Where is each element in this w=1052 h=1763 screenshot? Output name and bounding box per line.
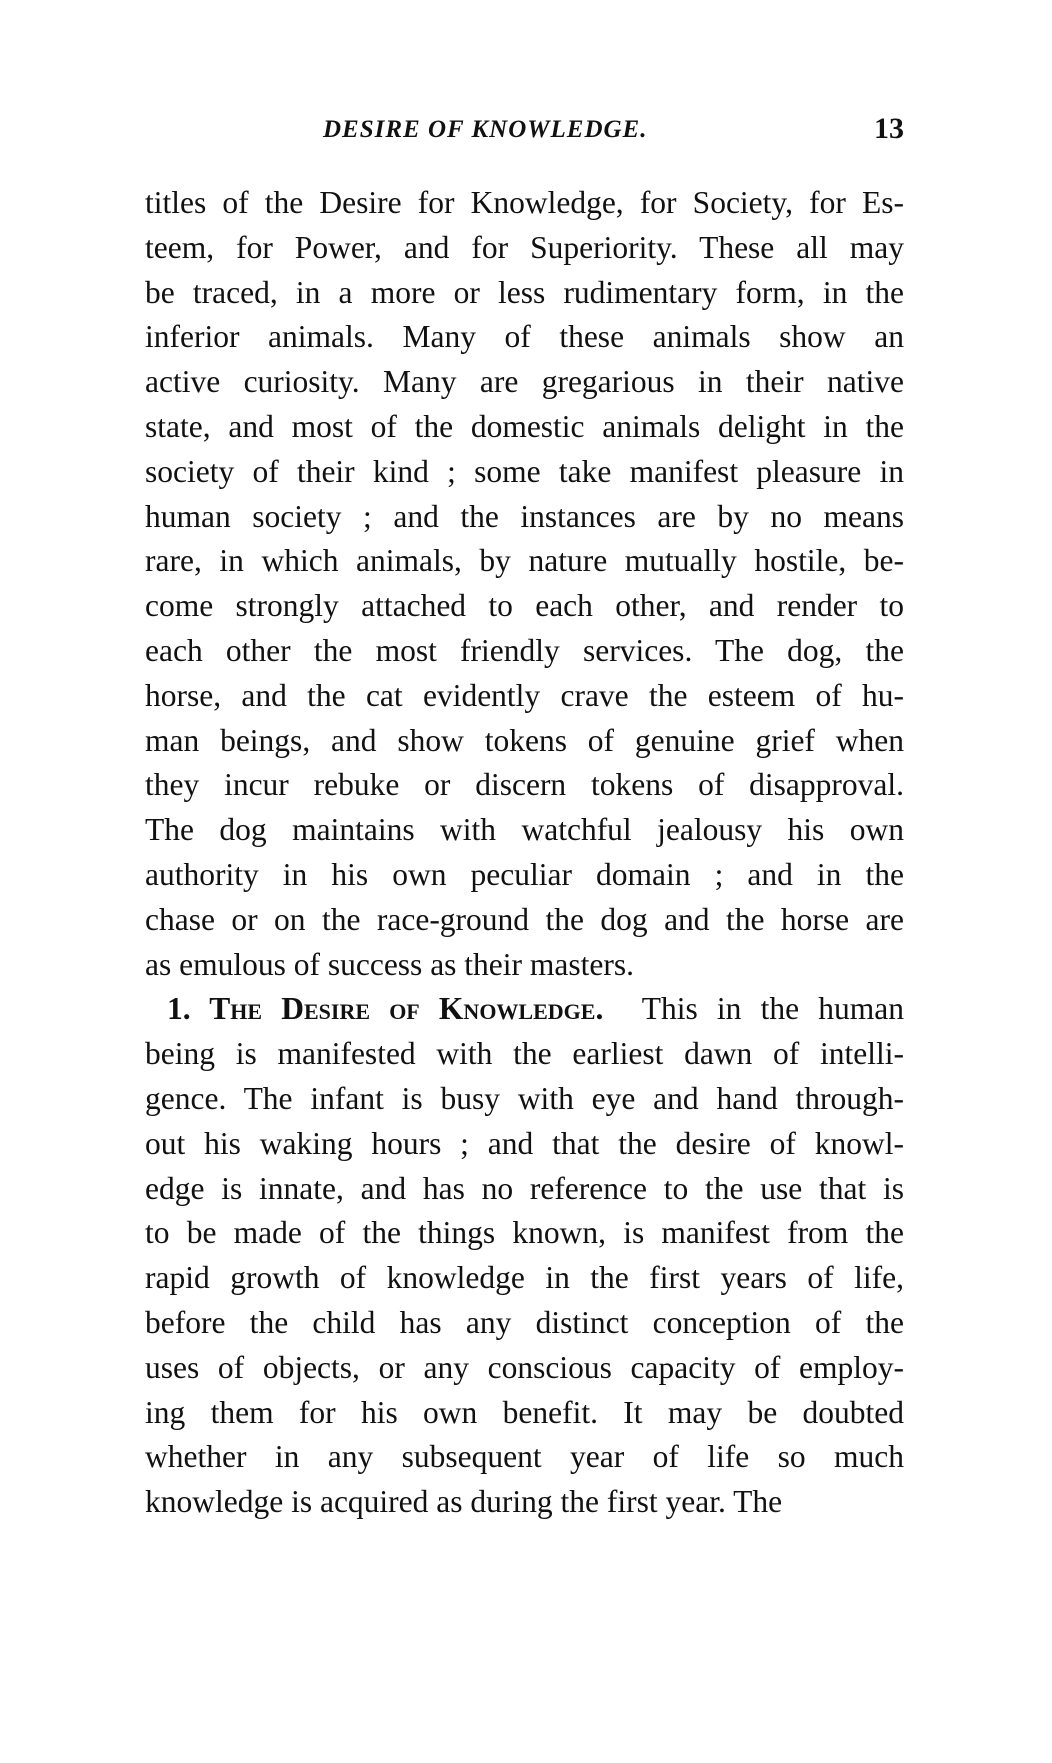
text-line: edge is innate, and has no reference to the use that is xyxy=(145,1170,904,1206)
text-line xyxy=(145,987,904,1032)
running-title: DESIRE OF KNOWLEDGE. xyxy=(323,116,648,143)
text-line: before the child has any distinct conception of the xyxy=(145,1304,904,1340)
text-line: out his waking hours ; and that the desire of knowl- xyxy=(145,1125,904,1161)
text-line: inferior animals. Many of these animals show an xyxy=(145,319,904,355)
paragraph xyxy=(145,181,904,987)
text-line: come strongly attached to each other, and render to xyxy=(145,588,904,624)
text-line: whether in any subsequent year of life so much xyxy=(145,1439,904,1475)
text-line: man beings, and show tokens of genuine grief when xyxy=(145,722,904,758)
text-line: to be made of the things known, is manifest from the xyxy=(145,1215,904,1251)
text-line: each other the most friendly services. The dog, the xyxy=(145,632,904,668)
text-line: rapid growth of knowledge in the first years of life, xyxy=(145,1260,904,1296)
text-line: human society ; and the instances are by no means xyxy=(145,498,904,534)
text-line: chase or on the race-ground the dog and the horse are xyxy=(145,901,904,937)
text-line: horse, and the cat evidently crave the esteem of hu- xyxy=(145,677,904,713)
section-heading: 1. The Desire of Knowledge. xyxy=(167,991,604,1027)
text-line: authority in his own peculiar domain ; and in the xyxy=(145,856,904,892)
text-line: titles of the Desire for Knowledge, for Society, for Es- xyxy=(145,185,904,220)
text-line: The dog maintains with watchful jealousy his own xyxy=(145,812,904,848)
page-header xyxy=(145,112,904,156)
text-line: active curiosity. Many are gregarious in their native xyxy=(145,364,904,400)
text-line: society of their kind ; some take manifest pleasure in xyxy=(145,453,904,489)
text-line: be traced, in a more or less rudimentary form, in the xyxy=(145,274,904,310)
page-body xyxy=(145,181,904,1525)
paragraph xyxy=(145,987,904,1525)
text-line: as emulous of success as their masters. xyxy=(145,946,635,982)
text-line: rare, in which animals, by nature mutually hostile, be- xyxy=(145,543,904,579)
text-line: uses of objects, or any conscious capacity of employ- xyxy=(145,1349,904,1385)
text-line: ing them for his own benefit. It may be doubted xyxy=(145,1394,904,1430)
text-line: gence. The infant is busy with eye and hand through- xyxy=(145,1080,904,1116)
text-line: they incur rebuke or discern tokens of disapproval. xyxy=(145,767,904,803)
text-line: state, and most of the domestic animals delight in the xyxy=(145,408,904,444)
text-line: knowledge is acquired as during the first year. The xyxy=(145,1484,783,1520)
page-number: 13 xyxy=(874,112,904,145)
line-text: This in the human xyxy=(641,991,904,1027)
text-line: teem, for Power, and for Superiority. These all may xyxy=(145,229,904,265)
text-line: being is manifested with the earliest dawn of intelli- xyxy=(145,1036,904,1072)
